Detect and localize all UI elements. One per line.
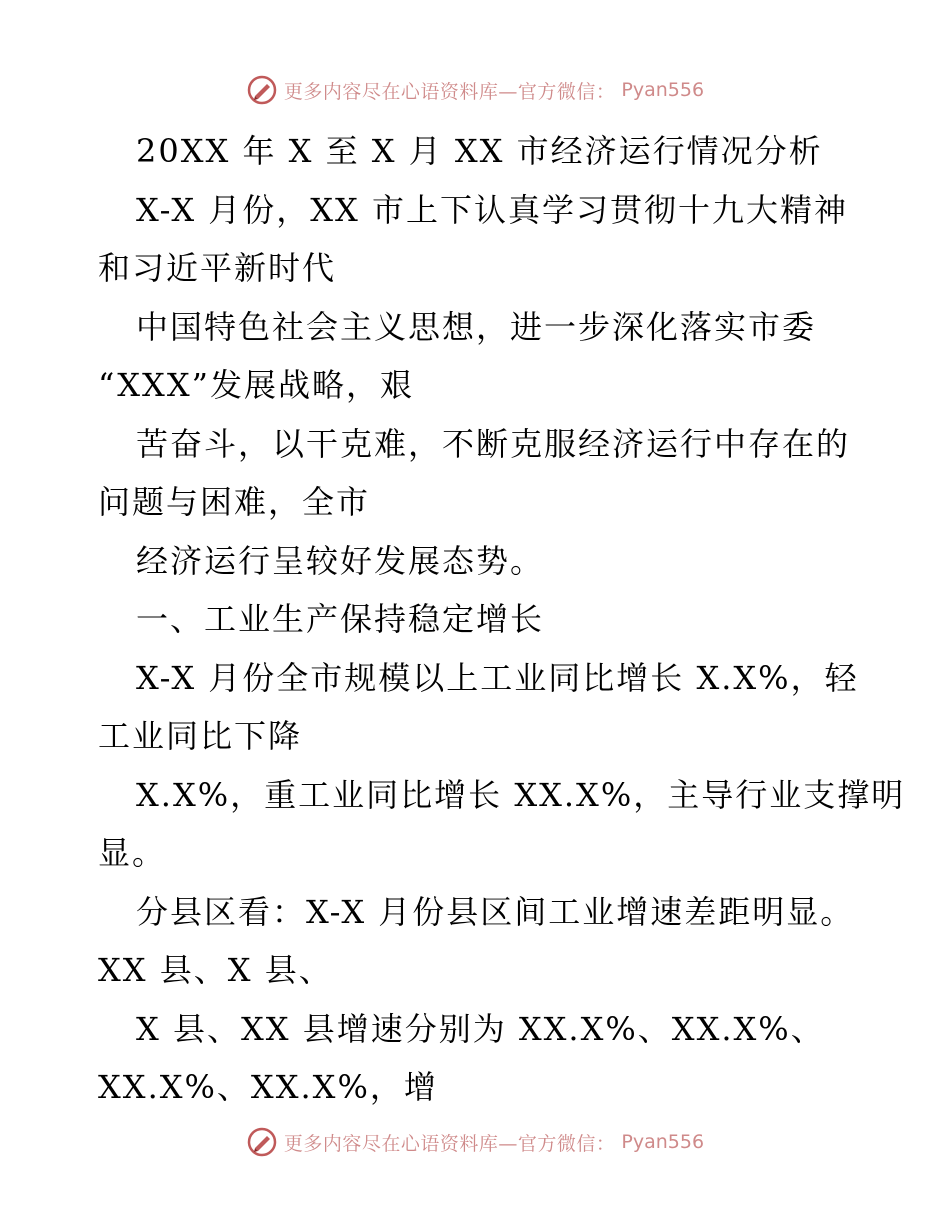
pen-logo-icon xyxy=(246,1126,278,1158)
paragraph-line: X-X 月份全市规模以上工业同比增长 X.X%，轻 xyxy=(136,658,859,697)
watermark-account: Pyan556 xyxy=(621,1131,705,1153)
paragraph-line: 分县区看：X-X 月份县区间工业增速差距明显。 xyxy=(136,892,855,931)
paragraph-line: 显。 xyxy=(98,834,167,872)
paragraph-line: 经济运行呈较好发展态势。 xyxy=(136,541,545,580)
pen-logo-icon xyxy=(246,74,278,106)
watermark-text: 更多内容尽在心语资料库—官方微信： xyxy=(283,1132,616,1155)
watermark-account: Pyan556 xyxy=(621,79,705,101)
document-title: 20XX 年 X 至 X 月 XX 市经济运行情况分析 xyxy=(136,132,823,170)
section-heading: 一、工业生产保持稳定增长 xyxy=(136,600,545,638)
header-watermark xyxy=(0,70,950,110)
paragraph-line: 中国特色社会主义思想，进一步深化落实市委 xyxy=(136,307,817,346)
paragraph-line: “XXX”发展战略，艰 xyxy=(98,366,414,404)
paragraph-line: X.X%，重工业同比增长 XX.X%，主导行业支撑明 xyxy=(136,775,906,814)
paragraph-line: X-X 月份，XX 市上下认真学习贯彻十九大精神 xyxy=(136,190,849,229)
paragraph-line: X 县、XX 县增速分别为 XX.X%、XX.X%、 xyxy=(136,1009,825,1048)
footer-watermark xyxy=(0,1122,950,1162)
paragraph-line: XX.X%、XX.X%，增 xyxy=(98,1068,438,1106)
watermark-text: 更多内容尽在心语资料库—官方微信： xyxy=(283,80,616,103)
paragraph-line: XX 县、X 县、 xyxy=(98,951,333,989)
document-body xyxy=(98,122,906,1117)
watermark-group xyxy=(246,1126,704,1158)
paragraph-line: 工业同比下降 xyxy=(98,717,303,755)
paragraph-line: 问题与困难，全市 xyxy=(98,483,371,521)
watermark-group xyxy=(246,74,704,106)
paragraph-line: 苦奋斗，以干克难，不断克服经济运行中存在的 xyxy=(136,424,851,463)
paragraph-line: 和习近平新时代 xyxy=(98,249,337,287)
